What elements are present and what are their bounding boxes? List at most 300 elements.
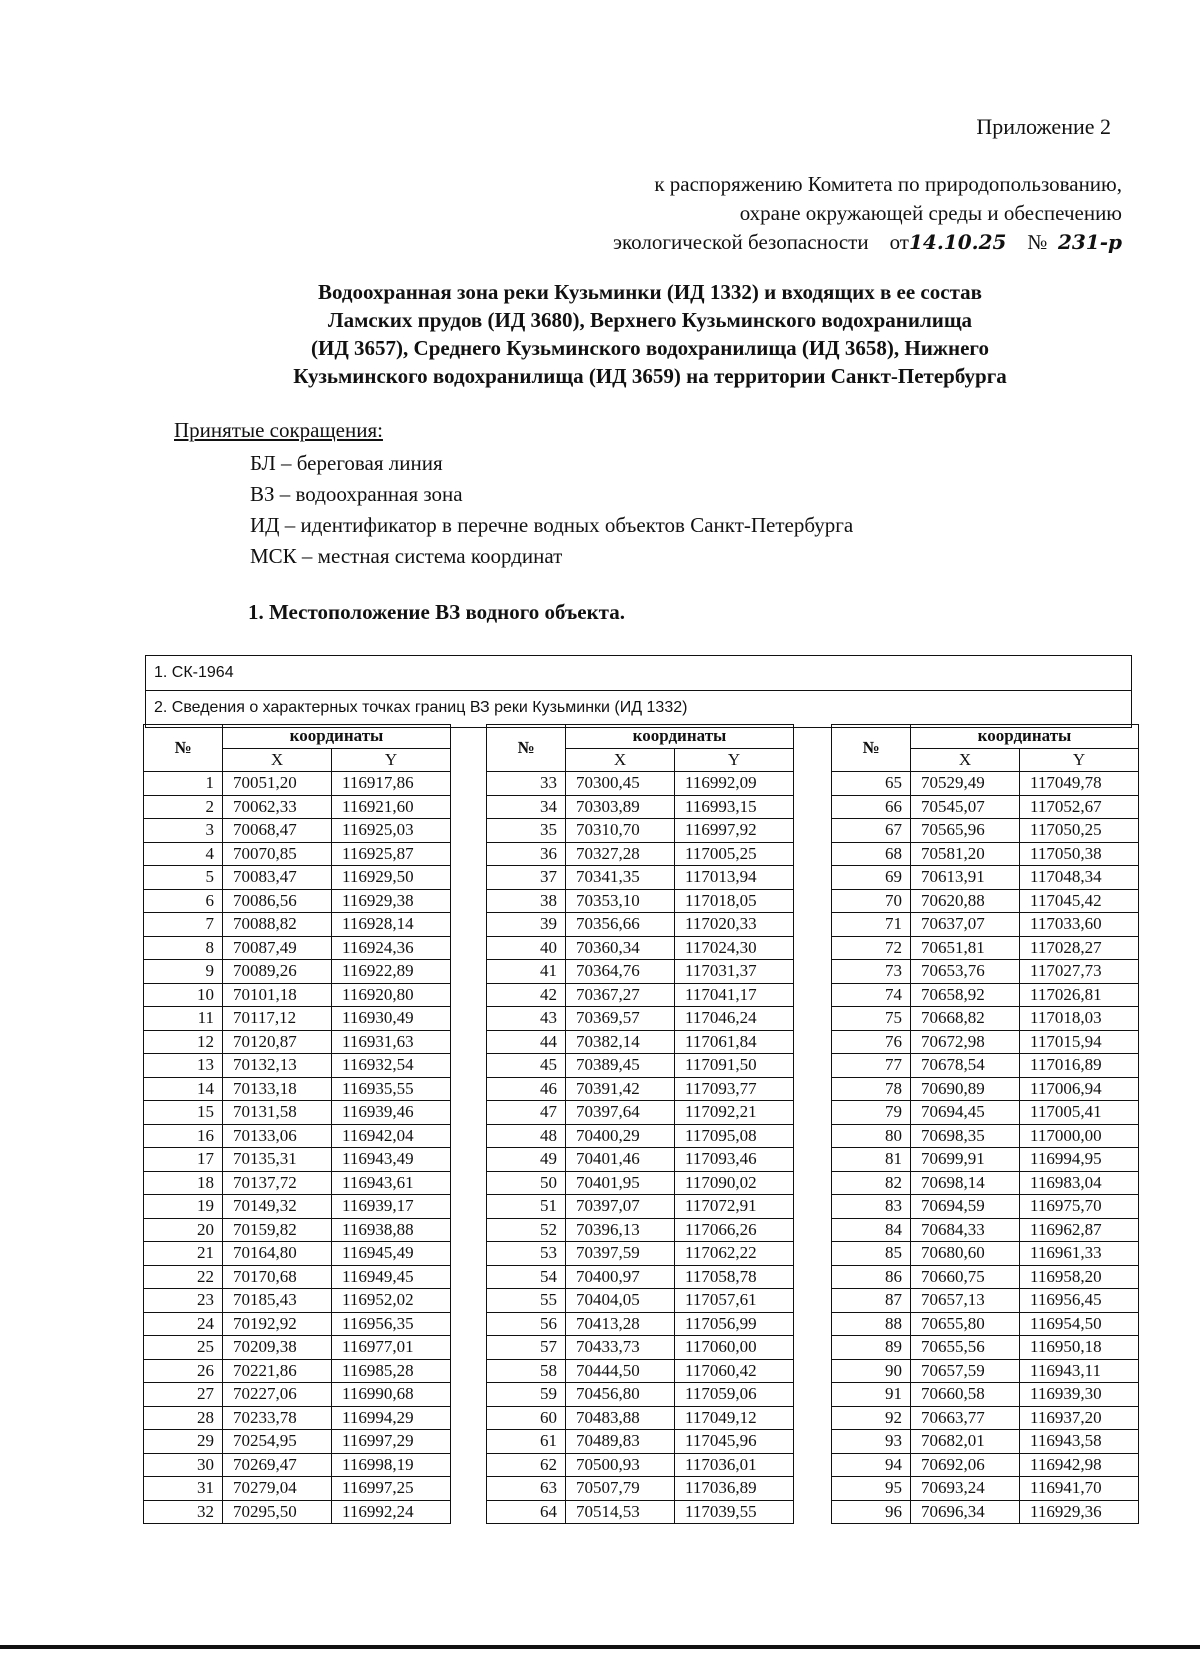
- coord-y: 116921,60: [332, 795, 451, 819]
- point-number: 80: [832, 1124, 911, 1148]
- coord-x: 70581,20: [911, 842, 1020, 866]
- header-y: Y: [675, 748, 794, 772]
- table-row: [144, 1242, 451, 1266]
- coord-x: 70400,97: [566, 1265, 675, 1289]
- coord-y: 116962,87: [1020, 1218, 1139, 1242]
- coord-y: 116985,28: [332, 1359, 451, 1383]
- table-row: [144, 1077, 451, 1101]
- header-num: №: [832, 725, 911, 772]
- coord-y: 116945,49: [332, 1242, 451, 1266]
- table-row: [487, 1359, 794, 1383]
- coord-y: 117006,94: [1020, 1077, 1139, 1101]
- coord-y: 117028,27: [1020, 936, 1139, 960]
- coord-y: 116939,46: [332, 1101, 451, 1125]
- coord-y: 117020,33: [675, 913, 794, 937]
- point-number: 72: [832, 936, 911, 960]
- table-row: [144, 1359, 451, 1383]
- table-row: [144, 795, 451, 819]
- table-row: [144, 1101, 451, 1125]
- point-number: 95: [832, 1477, 911, 1501]
- table-row: [832, 1124, 1139, 1148]
- table-row: [832, 936, 1139, 960]
- point-number: 61: [487, 1430, 566, 1454]
- table-row: [487, 983, 794, 1007]
- coord-y: 116994,95: [1020, 1148, 1139, 1172]
- coord-x: 70660,75: [911, 1265, 1020, 1289]
- point-number: 94: [832, 1453, 911, 1477]
- coord-y: 116938,88: [332, 1218, 451, 1242]
- coord-x: 70489,83: [566, 1430, 675, 1454]
- coord-x: 70269,47: [223, 1453, 332, 1477]
- point-number: 76: [832, 1030, 911, 1054]
- coord-x: 70653,76: [911, 960, 1020, 984]
- coord-y: 116992,24: [332, 1500, 451, 1524]
- point-number: 82: [832, 1171, 911, 1195]
- coord-y: 117016,89: [1020, 1054, 1139, 1078]
- coord-x: 70413,28: [566, 1312, 675, 1336]
- point-number: 64: [487, 1500, 566, 1524]
- coord-x: 70698,14: [911, 1171, 1020, 1195]
- header-x: X: [223, 748, 332, 772]
- coord-x: 70660,58: [911, 1383, 1020, 1407]
- coord-y: 116994,29: [332, 1406, 451, 1430]
- coord-x: 70227,06: [223, 1383, 332, 1407]
- point-number: 59: [487, 1383, 566, 1407]
- coord-y: 116977,01: [332, 1336, 451, 1360]
- coord-y: 116935,55: [332, 1077, 451, 1101]
- point-number: 52: [487, 1218, 566, 1242]
- point-number: 36: [487, 842, 566, 866]
- coord-y: 117093,46: [675, 1148, 794, 1172]
- point-number: 18: [144, 1171, 223, 1195]
- point-number: 2: [144, 795, 223, 819]
- table-row: [487, 913, 794, 937]
- coord-y: 116943,58: [1020, 1430, 1139, 1454]
- coord-x: 70401,95: [566, 1171, 675, 1195]
- coord-y: 116956,35: [332, 1312, 451, 1336]
- point-number: 65: [832, 772, 911, 796]
- coord-x: 70303,89: [566, 795, 675, 819]
- point-number: 50: [487, 1171, 566, 1195]
- coord-y: 116943,61: [332, 1171, 451, 1195]
- title-line-4: Кузьминского водохранилища (ИД 3659) на территории Санкт-Петербурга: [293, 364, 1007, 388]
- table-row: [144, 1406, 451, 1430]
- point-number: 79: [832, 1101, 911, 1125]
- table-row: [487, 1406, 794, 1430]
- coord-x: 70444,50: [566, 1359, 675, 1383]
- coord-y: 116920,80: [332, 983, 451, 1007]
- coord-y: 116949,45: [332, 1265, 451, 1289]
- point-number: 10: [144, 983, 223, 1007]
- point-number: 44: [487, 1030, 566, 1054]
- coord-x: 70170,68: [223, 1265, 332, 1289]
- coord-y: 117049,12: [675, 1406, 794, 1430]
- coord-x: 70663,77: [911, 1406, 1020, 1430]
- table-row: [144, 1265, 451, 1289]
- table-row: [487, 1124, 794, 1148]
- table-row: [487, 1289, 794, 1313]
- coord-x: 70310,70: [566, 819, 675, 843]
- coord-y: 117050,25: [1020, 819, 1139, 843]
- point-number: 4: [144, 842, 223, 866]
- table-row: [144, 936, 451, 960]
- coord-y: 117050,38: [1020, 842, 1139, 866]
- table-row: [144, 1148, 451, 1172]
- table-row: [832, 960, 1139, 984]
- order-number-label: №: [1027, 230, 1048, 254]
- coord-x: 70087,49: [223, 936, 332, 960]
- coord-y: 117066,26: [675, 1218, 794, 1242]
- table-row: [144, 1054, 451, 1078]
- coord-y: 117036,01: [675, 1453, 794, 1477]
- coord-x: 70396,13: [566, 1218, 675, 1242]
- point-number: 56: [487, 1312, 566, 1336]
- title-line-3: (ИД 3657), Среднего Кузьминского водохранилища (ИД 3658), Нижнего: [311, 336, 989, 360]
- order-line-2: охране окружающей среды и обеспечению: [739, 201, 1122, 225]
- table-row: [487, 1500, 794, 1524]
- coord-x: 70514,53: [566, 1500, 675, 1524]
- table-row: [832, 1148, 1139, 1172]
- point-number: 30: [144, 1453, 223, 1477]
- coord-x: 70651,81: [911, 936, 1020, 960]
- table-row: [487, 1007, 794, 1031]
- abbreviation-item: ВЗ – водоохранная зона: [250, 482, 463, 506]
- coord-y: 117000,00: [1020, 1124, 1139, 1148]
- coord-x: 70279,04: [223, 1477, 332, 1501]
- abbreviation-item: БЛ – береговая линия: [250, 451, 443, 475]
- coord-y: 116956,45: [1020, 1289, 1139, 1313]
- abbreviation-item: ИД – идентификатор в перечне водных объектов Санкт-Петербурга: [250, 513, 854, 537]
- header-num: №: [144, 725, 223, 772]
- table-row: [144, 842, 451, 866]
- point-number: 85: [832, 1242, 911, 1266]
- header-x: X: [911, 748, 1020, 772]
- table-row: [487, 1477, 794, 1501]
- title-line-1: Водоохранная зона реки Кузьминки (ИД 1332) и входящих в ее состав: [318, 280, 982, 304]
- table-row: [144, 1289, 451, 1313]
- coord-y: 117031,37: [675, 960, 794, 984]
- point-number: 73: [832, 960, 911, 984]
- coordinate-tables: [143, 724, 1143, 1534]
- coord-y: 116941,70: [1020, 1477, 1139, 1501]
- table-row: [144, 1500, 451, 1524]
- coord-y: 117005,25: [675, 842, 794, 866]
- points-caption-row: 2. Сведения о характерных точках границ ВЗ реки Кузьминки (ИД 1332): [146, 691, 1131, 728]
- coord-y: 117072,91: [675, 1195, 794, 1219]
- point-number: 14: [144, 1077, 223, 1101]
- scan-edge-rule: [0, 1645, 1200, 1649]
- coord-y: 116958,20: [1020, 1265, 1139, 1289]
- table-row: [832, 1054, 1139, 1078]
- point-number: 60: [487, 1406, 566, 1430]
- coord-x: 70131,58: [223, 1101, 332, 1125]
- point-number: 13: [144, 1054, 223, 1078]
- point-number: 91: [832, 1383, 911, 1407]
- order-line-1: к распоряжению Комитета по природопользованию,: [654, 172, 1122, 196]
- coord-x: 70185,43: [223, 1289, 332, 1313]
- point-number: 63: [487, 1477, 566, 1501]
- point-number: 47: [487, 1101, 566, 1125]
- coord-y: 116943,49: [332, 1148, 451, 1172]
- point-number: 21: [144, 1242, 223, 1266]
- coord-x: 70483,88: [566, 1406, 675, 1430]
- point-number: 20: [144, 1218, 223, 1242]
- table-header-row: [144, 725, 451, 749]
- coord-x: 70404,05: [566, 1289, 675, 1313]
- table-row: [832, 819, 1139, 843]
- point-number: 38: [487, 889, 566, 913]
- header-x: X: [566, 748, 675, 772]
- order-date-handwritten: 14.10.25: [908, 230, 1007, 254]
- point-number: 45: [487, 1054, 566, 1078]
- coord-x: 70529,49: [911, 772, 1020, 796]
- point-number: 75: [832, 1007, 911, 1031]
- point-number: 8: [144, 936, 223, 960]
- coord-x: 70693,24: [911, 1477, 1020, 1501]
- coord-y: 117013,94: [675, 866, 794, 890]
- coord-x: 70133,18: [223, 1077, 332, 1101]
- coord-x: 70565,96: [911, 819, 1020, 843]
- table-row: [144, 983, 451, 1007]
- coord-x: 70682,01: [911, 1430, 1020, 1454]
- coord-x: 70117,12: [223, 1007, 332, 1031]
- coord-y: 117093,77: [675, 1077, 794, 1101]
- point-number: 42: [487, 983, 566, 1007]
- point-number: 39: [487, 913, 566, 937]
- table-row: [487, 1312, 794, 1336]
- table-row: [487, 842, 794, 866]
- coord-x: 70353,10: [566, 889, 675, 913]
- table-row: [487, 819, 794, 843]
- table-row: [832, 866, 1139, 890]
- coord-x: 70613,91: [911, 866, 1020, 890]
- point-number: 40: [487, 936, 566, 960]
- coord-y: 116950,18: [1020, 1336, 1139, 1360]
- coord-y: 116929,36: [1020, 1500, 1139, 1524]
- header-coords: координаты: [223, 725, 451, 749]
- table-row: [144, 913, 451, 937]
- table-row: [144, 1477, 451, 1501]
- point-number: 22: [144, 1265, 223, 1289]
- order-line-3-prefix: экологической безопасности: [612, 230, 869, 254]
- coord-y: 117036,89: [675, 1477, 794, 1501]
- table-row: [144, 1218, 451, 1242]
- point-number: 35: [487, 819, 566, 843]
- coord-x: 70137,72: [223, 1171, 332, 1195]
- table-row: [487, 1054, 794, 1078]
- point-number: 55: [487, 1289, 566, 1313]
- point-number: 41: [487, 960, 566, 984]
- coord-y: 116992,09: [675, 772, 794, 796]
- coord-x: 70192,92: [223, 1312, 332, 1336]
- coord-x: 70456,80: [566, 1383, 675, 1407]
- coord-y: 116942,04: [332, 1124, 451, 1148]
- coord-x: 70233,78: [223, 1406, 332, 1430]
- point-number: 74: [832, 983, 911, 1007]
- coord-y: 117033,60: [1020, 913, 1139, 937]
- coord-y: 116925,87: [332, 842, 451, 866]
- title-line-2: Ламских прудов (ИД 3680), Верхнего Кузьминского водохранилища: [327, 308, 973, 332]
- table-row: [832, 1477, 1139, 1501]
- table-row: [832, 983, 1139, 1007]
- coord-y: 117092,21: [675, 1101, 794, 1125]
- point-number: 17: [144, 1148, 223, 1172]
- coord-x: 70341,35: [566, 866, 675, 890]
- coord-y: 117061,84: [675, 1030, 794, 1054]
- coord-x: 70133,06: [223, 1124, 332, 1148]
- coord-x: 70164,80: [223, 1242, 332, 1266]
- coord-y: 116937,20: [1020, 1406, 1139, 1430]
- coord-x: 70699,91: [911, 1148, 1020, 1172]
- point-number: 70: [832, 889, 911, 913]
- point-number: 3: [144, 819, 223, 843]
- coord-y: 117045,42: [1020, 889, 1139, 913]
- coord-x: 70507,79: [566, 1477, 675, 1501]
- coord-x: 70382,14: [566, 1030, 675, 1054]
- table-row: [487, 1242, 794, 1266]
- coord-x: 70367,27: [566, 983, 675, 1007]
- table-row: [832, 1007, 1139, 1031]
- abbreviations-list: [250, 448, 853, 572]
- coord-x: 70327,28: [566, 842, 675, 866]
- coord-y: 117049,78: [1020, 772, 1139, 796]
- coord-x: 70295,50: [223, 1500, 332, 1524]
- table-row: [487, 1148, 794, 1172]
- table-row: [487, 889, 794, 913]
- table-row: [487, 1430, 794, 1454]
- coordinate-frame: [145, 655, 1132, 728]
- point-number: 26: [144, 1359, 223, 1383]
- coord-y: 116943,11: [1020, 1359, 1139, 1383]
- table-row: [832, 1030, 1139, 1054]
- order-from-label: от: [889, 230, 909, 254]
- coord-y: 116928,14: [332, 913, 451, 937]
- coord-x: 70221,86: [223, 1359, 332, 1383]
- point-number: 5: [144, 866, 223, 890]
- coord-y: 117018,03: [1020, 1007, 1139, 1031]
- point-number: 81: [832, 1148, 911, 1172]
- coord-y: 117060,42: [675, 1359, 794, 1383]
- table-row: [832, 1359, 1139, 1383]
- coord-y: 116983,04: [1020, 1171, 1139, 1195]
- point-number: 16: [144, 1124, 223, 1148]
- point-number: 9: [144, 960, 223, 984]
- table-row: [144, 960, 451, 984]
- coord-y: 116997,25: [332, 1477, 451, 1501]
- coord-y: 117015,94: [1020, 1030, 1139, 1054]
- table-row: [487, 1030, 794, 1054]
- table-row: [832, 1289, 1139, 1313]
- point-number: 28: [144, 1406, 223, 1430]
- coord-y: 117052,67: [1020, 795, 1139, 819]
- point-number: 57: [487, 1336, 566, 1360]
- coord-x: 70356,66: [566, 913, 675, 937]
- point-number: 25: [144, 1336, 223, 1360]
- table-header-row: [832, 725, 1139, 749]
- table-row: [487, 1195, 794, 1219]
- coord-x: 70254,95: [223, 1430, 332, 1454]
- coord-y: 116932,54: [332, 1054, 451, 1078]
- table-row: [832, 1101, 1139, 1125]
- coord-y: 116930,49: [332, 1007, 451, 1031]
- coord-x: 70389,45: [566, 1054, 675, 1078]
- table-row: [832, 913, 1139, 937]
- table-row: [832, 795, 1139, 819]
- coord-x: 70657,13: [911, 1289, 1020, 1313]
- table-row: [144, 866, 451, 890]
- coord-x: 70400,29: [566, 1124, 675, 1148]
- table-row: [144, 1336, 451, 1360]
- table-row: [144, 1430, 451, 1454]
- point-number: 58: [487, 1359, 566, 1383]
- abbreviation-item: МСК – местная система координат: [250, 544, 563, 568]
- coord-x: 70655,56: [911, 1336, 1020, 1360]
- coord-x: 70051,20: [223, 772, 332, 796]
- coord-x: 70678,54: [911, 1054, 1020, 1078]
- point-number: 32: [144, 1500, 223, 1524]
- point-number: 33: [487, 772, 566, 796]
- point-number: 15: [144, 1101, 223, 1125]
- point-number: 46: [487, 1077, 566, 1101]
- point-number: 12: [144, 1030, 223, 1054]
- appendix-label: Приложение 2: [976, 114, 1111, 139]
- coord-x: 70364,76: [566, 960, 675, 984]
- table-row: [487, 1101, 794, 1125]
- coord-y: 117057,61: [675, 1289, 794, 1313]
- table-row: [832, 1406, 1139, 1430]
- coord-y: 117039,55: [675, 1500, 794, 1524]
- point-number: 83: [832, 1195, 911, 1219]
- coord-x: 70120,87: [223, 1030, 332, 1054]
- coord-y: 116929,50: [332, 866, 451, 890]
- header-coords: координаты: [566, 725, 794, 749]
- order-reference: [422, 170, 1122, 257]
- coord-x: 70132,13: [223, 1054, 332, 1078]
- abbreviations-heading: Принятые сокращения:: [174, 418, 383, 442]
- coord-x: 70391,42: [566, 1077, 675, 1101]
- point-number: 49: [487, 1148, 566, 1172]
- coord-x: 70694,59: [911, 1195, 1020, 1219]
- coord-y: 117058,78: [675, 1265, 794, 1289]
- coord-x: 70690,89: [911, 1077, 1020, 1101]
- table-row: [144, 1124, 451, 1148]
- coord-x: 70086,56: [223, 889, 332, 913]
- point-number: 43: [487, 1007, 566, 1031]
- point-number: 37: [487, 866, 566, 890]
- point-number: 89: [832, 1336, 911, 1360]
- table-header-row: [487, 725, 794, 749]
- coord-x: 70397,59: [566, 1242, 675, 1266]
- coord-y: 117090,02: [675, 1171, 794, 1195]
- header-num: №: [487, 725, 566, 772]
- table-row: [832, 1500, 1139, 1524]
- point-number: 11: [144, 1007, 223, 1031]
- point-number: 68: [832, 842, 911, 866]
- point-number: 90: [832, 1359, 911, 1383]
- coord-y: 117024,30: [675, 936, 794, 960]
- table-row: [144, 889, 451, 913]
- table-row: [144, 1007, 451, 1031]
- section-heading: 1. Местоположение ВЗ водного объекта.: [248, 600, 625, 624]
- table-row: [487, 772, 794, 796]
- table-row: [487, 936, 794, 960]
- point-number: 87: [832, 1289, 911, 1313]
- table-row: [144, 1171, 451, 1195]
- table-row: [487, 1383, 794, 1407]
- coord-x: 70692,06: [911, 1453, 1020, 1477]
- table-row: [487, 866, 794, 890]
- point-number: 67: [832, 819, 911, 843]
